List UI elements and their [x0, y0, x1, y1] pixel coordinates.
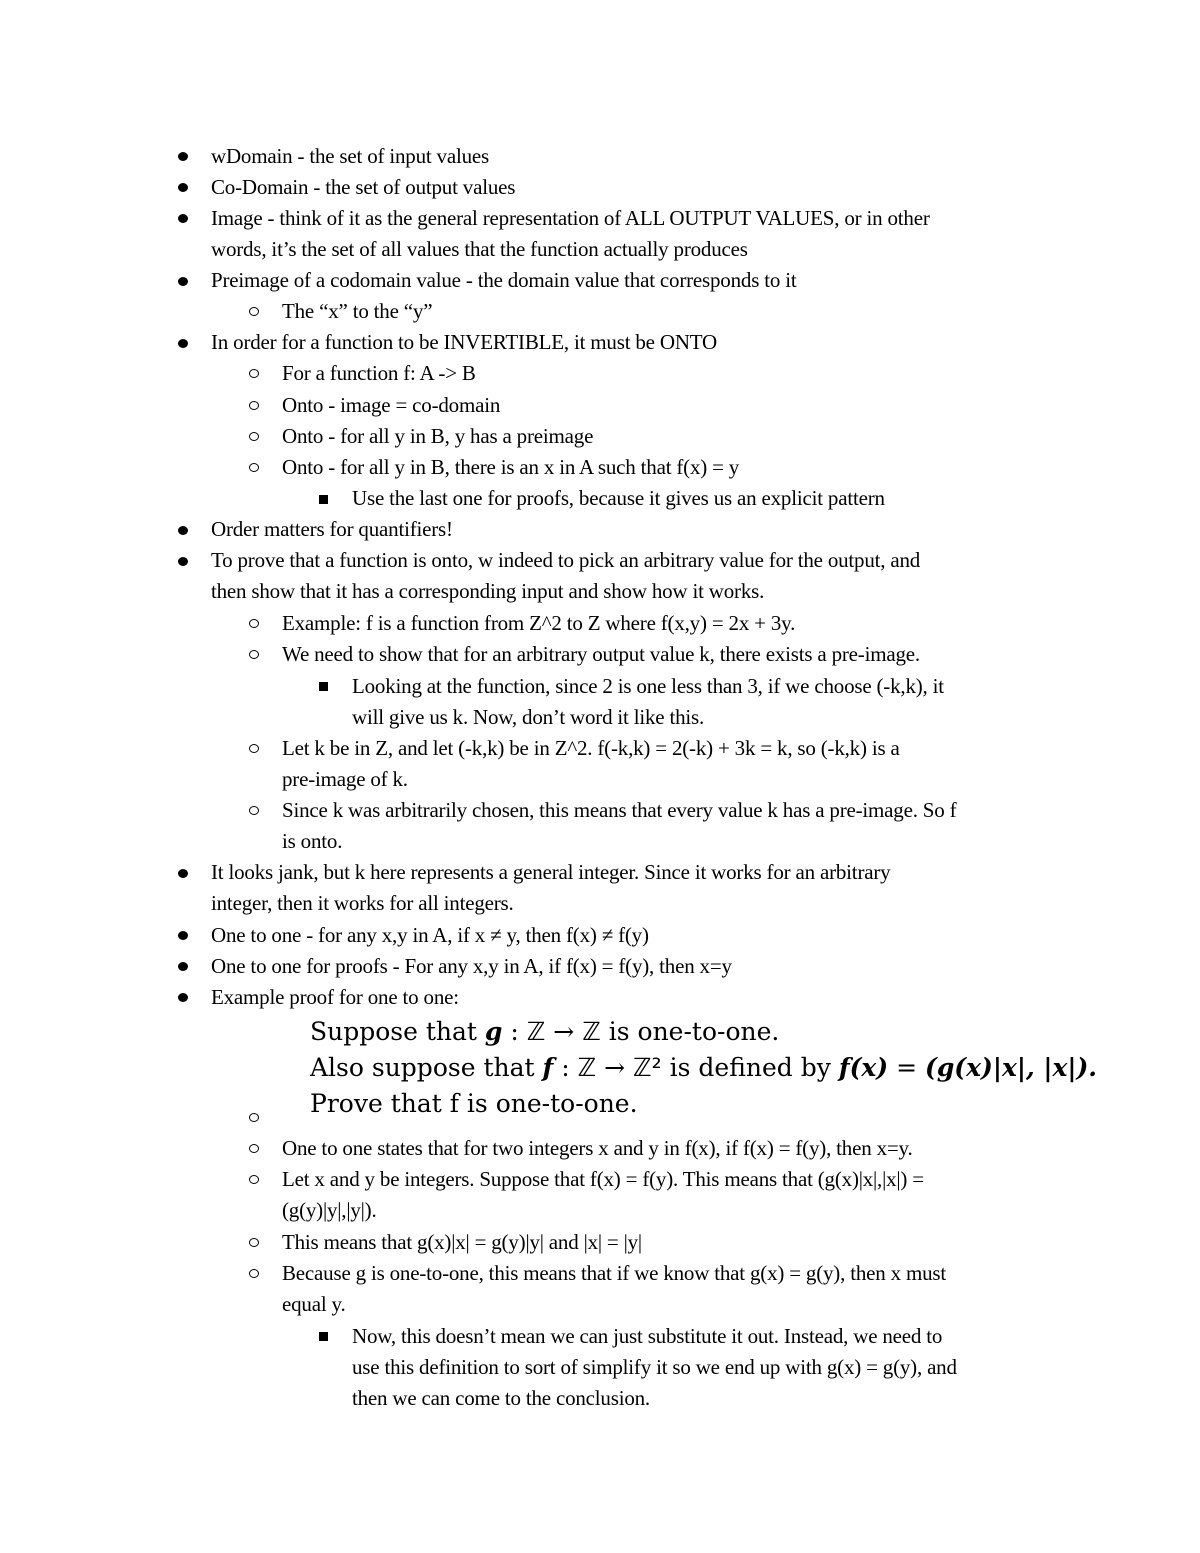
note-line: Example: f is a function from Z^2 to Z where f(x,y) = 2x + 3y.	[282, 611, 796, 635]
math-line-3: Prove that f is one-to-one.	[310, 1089, 638, 1118]
note-line: Co-Domain - the set of output values	[211, 175, 516, 199]
sub-bullet-marker	[249, 463, 259, 472]
bullet-marker	[178, 526, 188, 535]
math-line-1	[310, 1014, 1097, 1050]
note-line: We need to show that for an arbitrary output value k, there exists a pre-image.	[282, 642, 920, 666]
note-line: pre-image of k.	[282, 767, 408, 791]
math-symbol: f	[542, 1053, 554, 1082]
sub-sub-bullet-marker	[319, 1332, 328, 1341]
math-text: =	[888, 1053, 925, 1082]
sub-bullet-marker	[249, 432, 259, 441]
sub-bullet-marker	[249, 1175, 259, 1184]
note-line: It looks jank, but k here represents a general integer. Since it works for an arbitrary	[211, 860, 891, 884]
note-line: For a function f: A -> B	[282, 361, 476, 385]
note-line: Let k be in Z, and let (-k,k) be in Z^2. f(-k,k) = 2(-k) + 3k = k, so (-k,k) is a	[282, 736, 900, 760]
sub-sub-bullet-marker	[319, 682, 328, 691]
integers-symbol: ℤ	[582, 1017, 601, 1046]
sub-bullet-marker	[249, 806, 259, 815]
note-line: Now, this doesn’t mean we can just substitute it out. Instead, we need to	[352, 1324, 943, 1348]
bullet-marker	[178, 183, 188, 192]
note-line: Onto - for all y in B, y has a preimage	[282, 424, 594, 448]
note-line: equal y.	[282, 1292, 346, 1316]
bullet-marker	[178, 931, 188, 940]
sub-bullet-marker	[249, 619, 259, 628]
sub-bullet-marker	[249, 1113, 259, 1122]
note-line: use this definition to sort of simplify it so we end up with g(x) = g(y), and	[352, 1355, 957, 1379]
math-symbol: g	[484, 1017, 503, 1046]
bullet-marker	[178, 869, 188, 878]
note-line: wDomain - the set of input values	[211, 144, 490, 168]
note-line: is onto.	[282, 829, 343, 853]
sub-bullet-marker	[249, 1144, 259, 1153]
note-line: One to one - for any x,y in A, if x ≠ y, then f(x) ≠ f(y)	[211, 923, 649, 947]
note-line: Use the last one for proofs, because it gives us an explicit pattern	[352, 486, 885, 510]
note-line: (g(y)|y|,|y|).	[282, 1198, 377, 1222]
sub-bullet-marker	[249, 744, 259, 753]
note-line: Example proof for one to one:	[211, 985, 459, 1009]
math-text: is defined by	[661, 1053, 839, 1082]
note-line: then show that it has a corresponding input and show how it works.	[211, 579, 765, 603]
note-line: Image - think of it as the general representation of ALL OUTPUT VALUES, or in other	[211, 206, 930, 230]
bullet-marker	[178, 339, 188, 348]
bullet-marker	[178, 993, 188, 1002]
sub-bullet-marker	[249, 650, 259, 659]
bullet-marker	[178, 277, 188, 286]
bullet-marker	[178, 214, 188, 223]
arrow-symbol: →	[545, 1017, 583, 1046]
sub-bullet-marker	[249, 1269, 259, 1278]
note-line: words, it’s the set of all values that the function actually produces	[211, 237, 748, 261]
note-line: The “x” to the “y”	[282, 299, 433, 323]
note-line: Looking at the function, since 2 is one less than 3, if we choose (-k,k), it	[352, 674, 944, 698]
sub-bullet-marker	[249, 307, 259, 316]
bullet-marker	[178, 962, 188, 971]
math-text: :	[502, 1017, 527, 1046]
note-line: To prove that a function is onto, w indeed to pick an arbitrary value for the output, and	[211, 548, 921, 572]
note-line: will give us k. Now, don’t word it like this.	[352, 705, 705, 729]
math-text: Suppose that	[310, 1017, 485, 1046]
math-text: :	[553, 1053, 578, 1082]
note-line: then we can come to the conclusion.	[352, 1386, 650, 1410]
note-line: Onto - image = co-domain	[282, 393, 501, 417]
bullet-marker	[178, 557, 188, 566]
math-text: is one-to-one.	[600, 1017, 780, 1046]
note-line: One to one for proofs - For any x,y in A, if f(x) = f(y), then x=y	[211, 954, 732, 978]
math-line-2	[310, 1050, 1097, 1086]
note-line: Onto - for all y in B, there is an x in A such that f(x) = y	[282, 455, 740, 479]
note-line: One to one states that for two integers x and y in f(x), if f(x) = f(y), then x=y.	[282, 1136, 913, 1160]
note-line: Preimage of a codomain value - the domain value that corresponds to it	[211, 268, 797, 292]
sub-bullet-marker	[249, 1238, 259, 1247]
integers-symbol: ℤ	[577, 1053, 597, 1082]
bullet-marker	[178, 152, 188, 161]
note-line: Because g is one-to-one, this means that if we know that g(x) = g(y), then x must	[282, 1261, 946, 1285]
integers-symbol: ℤ	[526, 1017, 546, 1046]
math-text: Also suppose that	[310, 1053, 543, 1082]
math-problem-image	[310, 1014, 1097, 1122]
sub-bullet-marker	[249, 401, 259, 410]
note-line: Since k was arbitrarily chosen, this means that every value k has a pre-image. So f	[282, 798, 957, 822]
math-symbol: (g(x)|x|, |x|).	[924, 1053, 1097, 1082]
note-line: Order matters for quantifiers!	[211, 517, 453, 541]
note-line: In order for a function to be INVERTIBLE, it must be ONTO	[211, 330, 718, 354]
note-line: integer, then it works for all integers.	[211, 891, 514, 915]
sub-bullet-marker	[249, 369, 259, 378]
note-line: This means that g(x)|x| = g(y)|y| and |x| = |y|	[282, 1230, 642, 1254]
math-symbol: f(x)	[838, 1053, 889, 1082]
note-line: Let x and y be integers. Suppose that f(x) = f(y). This means that (g(x)|x|,|x|) =	[282, 1167, 924, 1191]
sub-sub-bullet-marker	[319, 495, 328, 504]
integers-squared-symbol: ℤ²	[633, 1053, 662, 1082]
arrow-symbol: →	[596, 1053, 634, 1082]
